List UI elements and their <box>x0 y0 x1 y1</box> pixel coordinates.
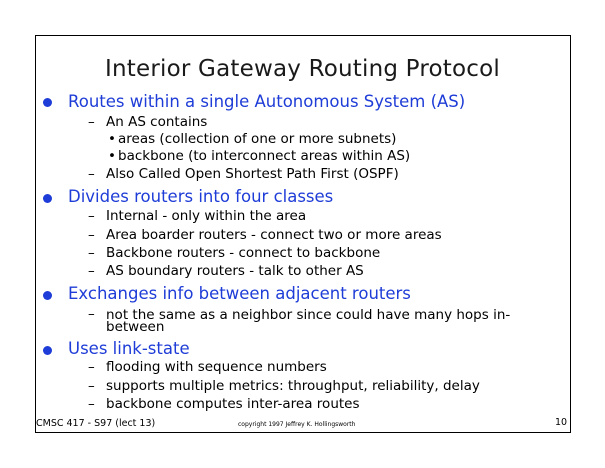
sub-bullet <box>88 396 360 412</box>
bullet-routes-within-as: Routes within a single Autonomous System (AS) <box>68 92 466 111</box>
dash-marker: – <box>88 245 95 261</box>
sub-bullet <box>88 114 207 130</box>
sub-bullet-text: not the same as a neighbor since could have many hops in-between <box>106 307 511 335</box>
bullet-dot <box>43 346 52 355</box>
sub-bullet <box>88 359 327 375</box>
footer-course: CMSC 417 - S97 (lect 13) <box>36 418 156 429</box>
slide-title: Interior Gateway Routing Protocol <box>105 56 500 82</box>
sub-sub-bullet-text: areas (collection of one or more subnets) <box>118 131 397 147</box>
sub-bullet-text: Area boarder routers - connect two or more areas <box>106 227 442 243</box>
dash-marker: – <box>88 396 95 412</box>
dash-marker: – <box>88 114 95 130</box>
sub-bullet-text: Internal - only within the area <box>106 208 307 224</box>
dash-marker: – <box>88 306 95 322</box>
sub-bullet <box>88 245 380 261</box>
dot-marker: • <box>108 148 116 164</box>
sub-bullet-text: Also Called Open Shortest Path First (OSPF) <box>106 166 399 182</box>
dot-marker: • <box>108 131 116 147</box>
bullet-dot <box>43 194 52 203</box>
sub-bullet-text: backbone computes inter-area routes <box>106 396 360 412</box>
page-number: 10 <box>555 417 568 428</box>
sub-bullet-text: Backbone routers - connect to backbone <box>106 245 381 261</box>
dash-marker: – <box>88 359 95 375</box>
dash-marker: – <box>88 166 95 182</box>
bullet-divides-routers: Divides routers into four classes <box>68 187 334 206</box>
sub-sub-bullet <box>108 131 396 147</box>
dash-marker: – <box>88 378 95 394</box>
bullet-uses-link-state: Uses link-state <box>68 339 190 358</box>
bullet-dot <box>43 291 52 300</box>
footer-copyright: copyright 1997 Jeffrey K. Hollingsworth <box>238 421 356 428</box>
sub-bullet <box>88 227 442 243</box>
sub-bullet-text: flooding with sequence numbers <box>106 359 327 375</box>
sub-bullet <box>88 378 480 394</box>
sub-bullet <box>88 263 364 279</box>
bullet-exchanges-info: Exchanges info between adjacent routers <box>68 284 411 303</box>
dash-marker: – <box>88 208 95 224</box>
dash-marker: – <box>88 263 95 279</box>
sub-bullet-text: An AS contains <box>106 114 208 130</box>
sub-bullet-text: supports multiple metrics: throughput, reliability, delay <box>106 378 480 394</box>
bullet-dot <box>43 98 52 107</box>
sub-sub-bullet-text: backbone (to interconnect areas within AS) <box>118 148 411 164</box>
dash-marker: – <box>88 227 95 243</box>
sub-sub-bullet <box>108 148 410 164</box>
sub-bullet-text: AS boundary routers - talk to other AS <box>106 263 364 279</box>
sub-bullet <box>88 306 106 322</box>
sub-bullet <box>88 208 306 224</box>
sub-bullet <box>88 166 399 182</box>
